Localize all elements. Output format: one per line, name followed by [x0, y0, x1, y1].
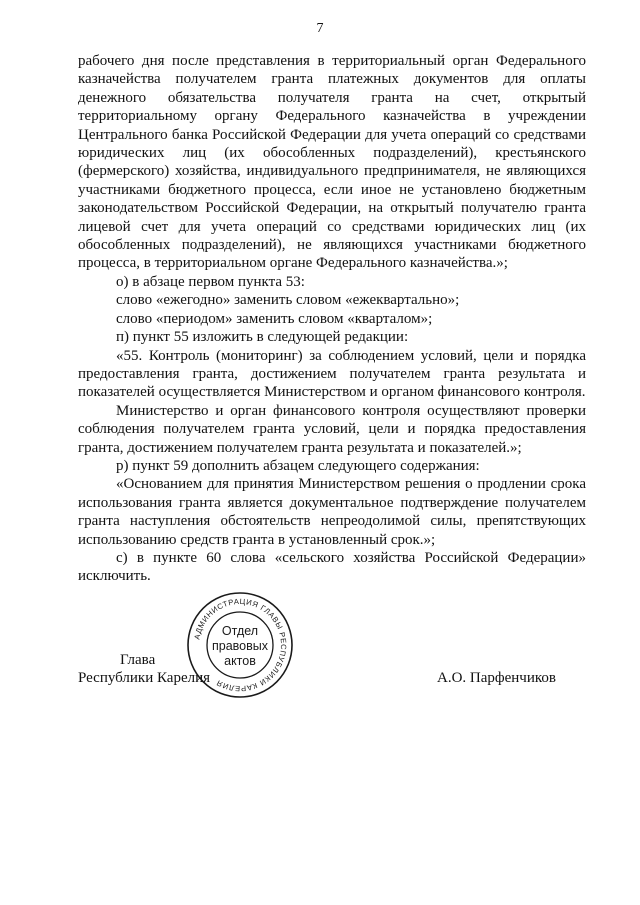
signature-block	[78, 651, 586, 691]
stamp-line3: актов	[224, 654, 256, 668]
page-number: 7	[316, 21, 324, 36]
paragraph: «Основанием для принятия Министерством решения о продлении срока использования гранта является документальное подтверждение получателем гранта наступления обстоятельств непреодолимой силы, препятствующих использованию средств гранта в установленный срок.»;	[78, 476, 586, 548]
official-stamp	[185, 590, 295, 700]
paragraph: «55. Контроль (мониторинг) за соблюдением условий, цели и порядка предоставления гранта, достижением получателем гранта результата и показателей осуществляется Министерством и органом финансового контроля.	[78, 347, 586, 401]
paragraph: п) пункт 55 изложить в следующей редакции:	[116, 329, 409, 346]
paragraph: с) в пункте 60 слова «сельского хозяйства Российской Федерации» исключить.	[78, 549, 586, 585]
signatory-title-line1: Глава	[120, 652, 156, 668]
signatory-name: А.О. Парфенчиков	[437, 670, 556, 686]
paragraph: Министерство и орган финансового контроля осуществляют проверки соблюдения получателем гранта условий, цели и порядка предоставления гранта, достижением получателем гранта результата и показателей.»;	[78, 402, 586, 456]
paragraph: р) пункт 59 дополнить абзацем следующего содержания:	[116, 457, 480, 474]
paragraph: слово «периодом» заменить словом «кварталом»;	[116, 310, 433, 327]
document-body	[78, 52, 586, 586]
stamp-line1: Отдел	[221, 624, 259, 638]
paragraph: о) в абзаце первом пункта 53:	[116, 273, 305, 290]
stamp-ring-text: АДМИНИСТРАЦИЯ ГЛАВЫ РЕСПУБЛИКИ КАРЕЛИЯ	[192, 596, 289, 694]
paragraph: слово «ежегодно» заменить словом «ежеквартально»;	[116, 292, 460, 309]
signatory-title-line2: Республики Карелия	[78, 670, 211, 687]
paragraph: рабочего дня после представления в территориальный орган Федерального казначейства получателем гранта платежных документов для оплаты денежного обязательства получателя гранта на счет, открытый территориальному органу Федерального казначейства в учреждении Центрального банка Российской Федерации для учета операций со средствами юридических лиц (их обособленных подразделений), крестьянского (фермерского) хозяйства, индивидуального предпринимателя, не являющихся участниками бюджетного процесса, если иное не установлено бюджетным законодательством Российской Федерации, на открытый получателю гранта лицевой счет для учета операций со средствами юридических лиц (их обособленных подразделений), не являющихся участниками бюджетного процесса, в территориальном органе Федерального казначейства.»;	[78, 53, 586, 272]
stamp-line2: правовых	[212, 639, 268, 653]
